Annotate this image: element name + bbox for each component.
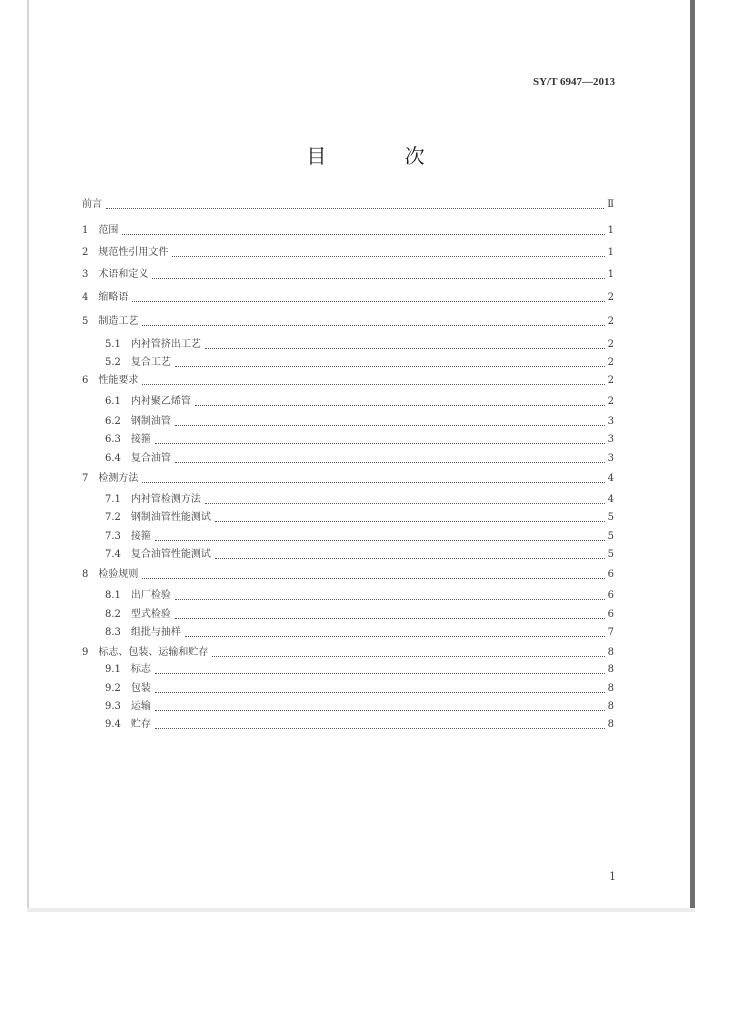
- toc-leader-dots: [122, 234, 604, 235]
- toc-entry-number: 9.4: [105, 719, 121, 730]
- toc-entry-label: 前言: [82, 199, 102, 210]
- toc-entry-label: 复合工艺: [130, 357, 171, 368]
- toc-entry: [82, 393, 614, 409]
- toc-entry: [82, 372, 614, 388]
- page-left-edge: [27, 0, 29, 910]
- toc-entry-number: 6.4: [105, 453, 121, 464]
- toc-entry-number: 5.2: [105, 357, 121, 368]
- toc-entry: [82, 244, 614, 260]
- toc-entry-number: 2: [82, 247, 89, 258]
- toc-leader-dots: [155, 673, 605, 674]
- toc-leader-dots: [142, 325, 604, 326]
- toc-entry: [82, 587, 614, 603]
- toc-entry-page: 2: [607, 339, 614, 350]
- toc-leader-dots: [155, 728, 605, 729]
- toc-entry-page: 2: [607, 375, 614, 386]
- toc-entry: [82, 546, 614, 562]
- toc-leader-dots: [175, 618, 605, 619]
- page-right-edge: [690, 0, 695, 912]
- toc-entry-page: 1: [607, 269, 614, 280]
- toc-entry-number: 9.3: [105, 701, 121, 712]
- toc-entry-page: 8: [607, 719, 614, 730]
- toc-leader-dots: [132, 301, 604, 302]
- toc-leader-dots: [215, 558, 605, 559]
- toc-entry: [82, 491, 614, 507]
- toc-entry-page: 2: [607, 292, 614, 303]
- toc-leader-dots: [155, 692, 605, 693]
- page-bottom-edge: [27, 908, 695, 912]
- toc-entry-label: 接箍: [130, 531, 151, 542]
- toc-entry-page: 3: [607, 434, 614, 445]
- toc-leader-dots: [212, 656, 604, 657]
- toc-leader-dots: [106, 208, 604, 209]
- toc-entry-label: 运输: [130, 701, 151, 712]
- toc-entry-label: 钢制油管性能测试: [130, 512, 211, 523]
- toc-entry-label: 钢制油管: [130, 416, 171, 427]
- toc-entry-label: 检验规则: [98, 569, 139, 580]
- toc-entry-page: 2: [607, 357, 614, 368]
- toc-entry-label: 型式检验: [130, 609, 171, 620]
- toc-entry-page: 8: [607, 664, 614, 675]
- toc-entry-number: 7.2: [105, 512, 121, 523]
- toc-leader-dots: [195, 405, 605, 406]
- toc-entry: [82, 266, 614, 282]
- toc-entry-number: 1: [82, 225, 89, 236]
- toc-entry-number: 6.2: [105, 416, 121, 427]
- toc-entry: [82, 644, 614, 660]
- toc-entry-label: 规范性引用文件: [98, 247, 169, 258]
- toc-entry-number: 6.3: [105, 434, 121, 445]
- toc-leader-dots: [142, 482, 604, 483]
- toc-entry-number: 7.1: [105, 494, 121, 505]
- toc-entry-number: 8: [82, 569, 89, 580]
- toc-entry-label: 贮存: [130, 719, 151, 730]
- toc-entry-page: 8: [607, 683, 614, 694]
- toc-entry-number: 9: [82, 647, 89, 658]
- toc-leader-dots: [142, 384, 604, 385]
- toc-entry-page: 6: [607, 609, 614, 620]
- toc-entry: [82, 698, 614, 714]
- toc-entry-label: 复合油管: [130, 453, 171, 464]
- toc-entry: [82, 566, 614, 582]
- toc-entry: [82, 716, 614, 732]
- page-number: 1: [609, 870, 616, 883]
- toc-entry-page: 2: [607, 396, 614, 407]
- toc-entry: [82, 313, 614, 329]
- toc-entry-label: 范围: [98, 225, 119, 236]
- toc-entry-label: 制造工艺: [98, 316, 139, 327]
- toc-entry-label: 接箍: [130, 434, 151, 445]
- toc-entry-number: 9.2: [105, 683, 121, 694]
- toc-entry: [82, 222, 614, 238]
- toc-entry-page: Ⅱ: [607, 199, 614, 210]
- toc-entry: [82, 431, 614, 447]
- toc-entry-number: 7: [82, 473, 89, 484]
- toc-entry-number: 4: [82, 292, 89, 303]
- toc-entry: [82, 354, 614, 370]
- toc-entry-page: 8: [607, 647, 614, 658]
- toc-entry: [82, 680, 614, 696]
- toc-entry-label: 标志: [130, 664, 151, 675]
- toc-entry-number: 6: [82, 375, 89, 386]
- toc-entry-number: 7.4: [105, 549, 121, 560]
- toc-entry-number: 5.1: [105, 339, 121, 350]
- toc-entry-number: 8.1: [105, 590, 121, 601]
- toc-entry-page: 8: [607, 701, 614, 712]
- toc-leader-dots: [142, 578, 604, 579]
- toc-entry: [82, 336, 614, 352]
- toc-leader-dots: [155, 443, 605, 444]
- toc-leader-dots: [175, 366, 605, 367]
- toc-leader-dots: [175, 599, 605, 600]
- toc-entry: [82, 528, 614, 544]
- toc-entry-label: 组批与抽样: [130, 627, 181, 638]
- toc-entry-page: 4: [607, 473, 614, 484]
- toc-leader-dots: [155, 540, 605, 541]
- toc-entry-label: 标志、包装、运输和贮存: [98, 647, 209, 658]
- standard-number: SY/T 6947—2013: [532, 76, 615, 88]
- toc-entry-number: 8.2: [105, 609, 121, 620]
- toc-leader-dots: [175, 425, 605, 426]
- toc-entry: [82, 196, 614, 212]
- toc-entry: [82, 470, 614, 486]
- toc-leader-dots: [205, 503, 605, 504]
- toc-entry: [82, 413, 614, 429]
- toc-entry: [82, 450, 614, 466]
- toc-entry-label: 内衬管检测方法: [130, 494, 201, 505]
- toc-entry-number: 9.1: [105, 664, 121, 675]
- toc-entry-label: 内衬管挤出工艺: [130, 339, 201, 350]
- toc-entry-number: 7.3: [105, 531, 121, 542]
- toc-entry-page: 1: [607, 225, 614, 236]
- toc-leader-dots: [215, 521, 605, 522]
- toc-entry-page: 7: [607, 627, 614, 638]
- toc-entry: [82, 289, 614, 305]
- toc-leader-dots: [155, 710, 605, 711]
- toc-entry-number: 3: [82, 269, 89, 280]
- toc-entry-page: 6: [607, 590, 614, 601]
- toc-entry-label: 包装: [130, 683, 151, 694]
- toc-entry-label: 缩略语: [98, 292, 129, 303]
- toc-entry-page: 3: [607, 453, 614, 464]
- toc-entry: [82, 624, 614, 640]
- toc-leader-dots: [185, 636, 605, 637]
- toc-leader-dots: [172, 256, 604, 257]
- toc-entry-number: 6.1: [105, 396, 121, 407]
- toc-entry-page: 5: [607, 531, 614, 542]
- toc-entry-label: 检测方法: [98, 473, 139, 484]
- toc-leader-dots: [205, 348, 605, 349]
- toc-entry: [82, 661, 614, 677]
- toc-entry-number: 8.3: [105, 627, 121, 638]
- toc-entry-page: 1: [607, 247, 614, 258]
- toc-entry: [82, 606, 614, 622]
- toc-entry-label: 复合油管性能测试: [130, 549, 211, 560]
- toc-entry-label: 出厂检验: [130, 590, 171, 601]
- toc-leader-dots: [152, 278, 604, 279]
- toc-entry-page: 5: [607, 549, 614, 560]
- toc-entry-label: 性能要求: [98, 375, 139, 386]
- toc-entry: [82, 509, 614, 525]
- toc-entry-page: 5: [607, 512, 614, 523]
- toc-entry-page: 2: [607, 316, 614, 327]
- toc-entry-page: 4: [607, 494, 614, 505]
- toc-title: 目 次: [306, 144, 461, 168]
- toc-entry-page: 3: [607, 416, 614, 427]
- toc-entry-number: 5: [82, 316, 89, 327]
- toc-entry-page: 6: [607, 569, 614, 580]
- toc-entry-label: 术语和定义: [98, 269, 149, 280]
- toc-entry-label: 内衬聚乙烯管: [130, 396, 191, 407]
- toc-leader-dots: [175, 462, 605, 463]
